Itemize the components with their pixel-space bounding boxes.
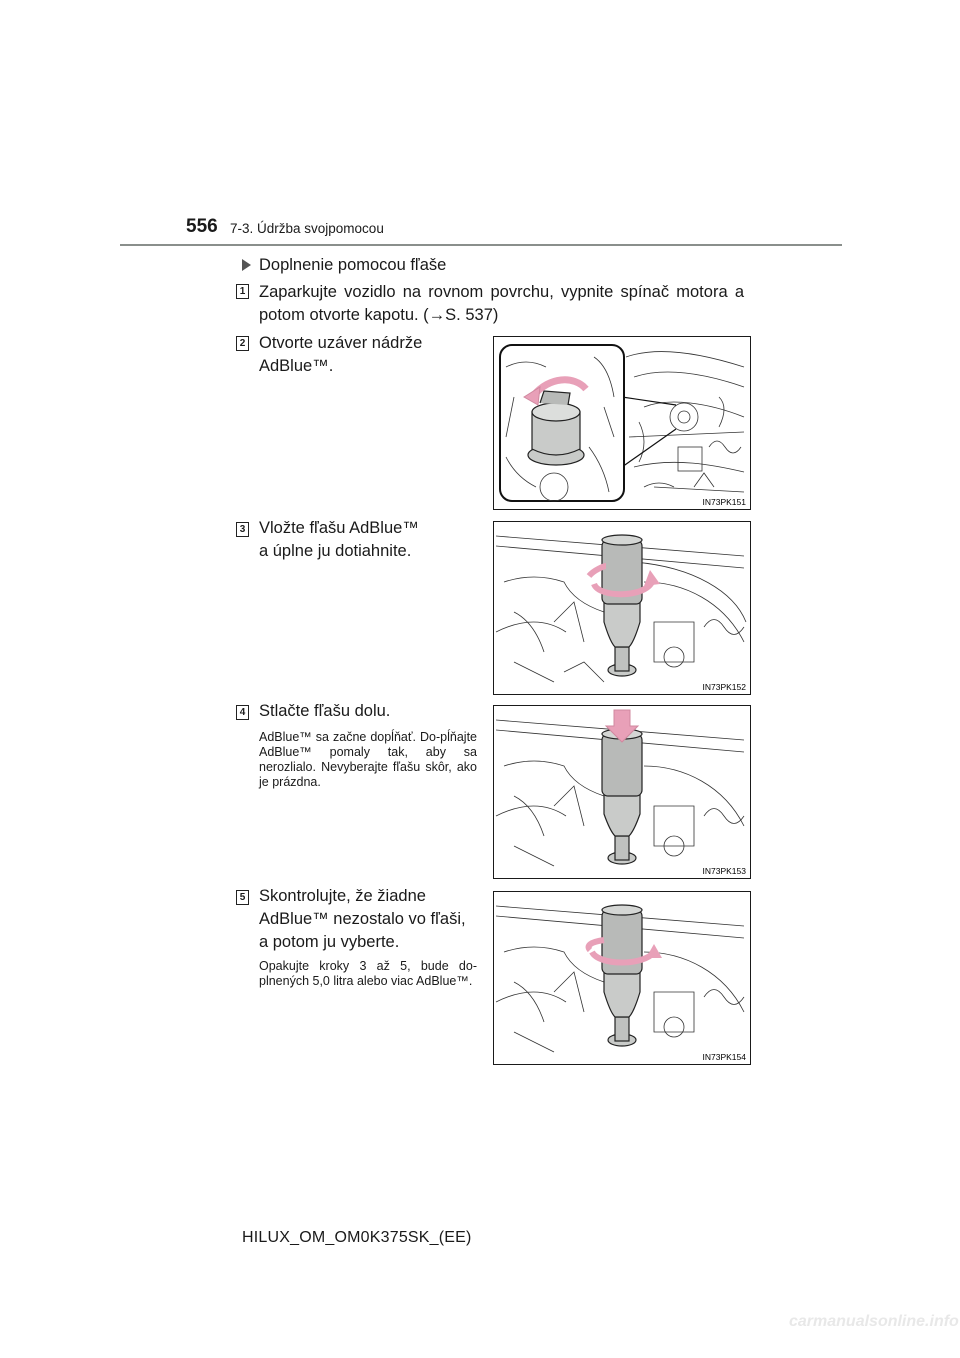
step-2-text [259, 332, 422, 378]
step-number-1: 1 [236, 284, 249, 299]
step-number-3: 3 [236, 522, 249, 537]
figure-code: IN73PK153 [702, 866, 746, 876]
step-2-line: AdBlue™. [259, 357, 334, 375]
triangle-bullet-icon [242, 259, 251, 271]
step-number-2: 2 [236, 336, 249, 351]
figure-press-bottle [493, 705, 751, 879]
figure-insert-bottle [493, 521, 751, 695]
step-5-text [259, 885, 466, 954]
document-footer: HILUX_OM_OM0K375SK_(EE) [242, 1229, 472, 1246]
watermark: carmanualsonline.info [789, 1313, 959, 1330]
step-5-line: a potom ju vyberte. [259, 933, 400, 951]
step-3-line: Vložte fľašu AdBlue™ [259, 519, 419, 537]
step-1-text: Zaparkujte vozidlo na rovnom povrchu, vypnite spínač motora a potom otvorte kapotu. (→S. 537) [259, 283, 744, 324]
subheading-text: Doplnenie pomocou fľaše [259, 256, 447, 274]
figure-code: IN73PK152 [702, 682, 746, 692]
step-3-text [259, 517, 419, 563]
step-number-4: 4 [236, 705, 249, 720]
bottle-illustration [494, 522, 750, 694]
section-title: 7-3. Údržba svojpomocou [230, 221, 384, 236]
bottle-press-illustration [494, 706, 750, 878]
header-rule [120, 244, 842, 246]
step-5-line: AdBlue™ nezostalo vo fľaši, [259, 910, 466, 928]
step-number-5: 5 [236, 890, 249, 905]
step-4-text: Stlačte fľašu dolu. [259, 702, 391, 720]
step-5-line: Skontrolujte, že žiadne [259, 887, 426, 905]
step-3-line: a úplne ju dotiahnite. [259, 542, 412, 560]
figure-code: IN73PK151 [702, 497, 746, 507]
subheading [242, 256, 446, 275]
page-number: 556 [186, 216, 218, 237]
step-5-note: Opakujte kroky 3 až 5, bude do-plnených 5,0 litra alebo viac AdBlue™. [259, 959, 477, 988]
figure-open-cap [493, 336, 751, 510]
engine-bay-illustration [494, 337, 750, 509]
bottle-remove-illustration [494, 892, 750, 1064]
step-4-note: AdBlue™ sa začne dopĺňať. Do-pĺňajte AdBlue™ pomaly tak, aby sa nerozlialo. Nevyberajte fľašu skôr, ako je prázdna. [259, 730, 477, 789]
figure-code: IN73PK154 [702, 1052, 746, 1062]
step-2-line: Otvorte uzáver nádrže [259, 334, 423, 352]
figure-remove-bottle [493, 891, 751, 1065]
